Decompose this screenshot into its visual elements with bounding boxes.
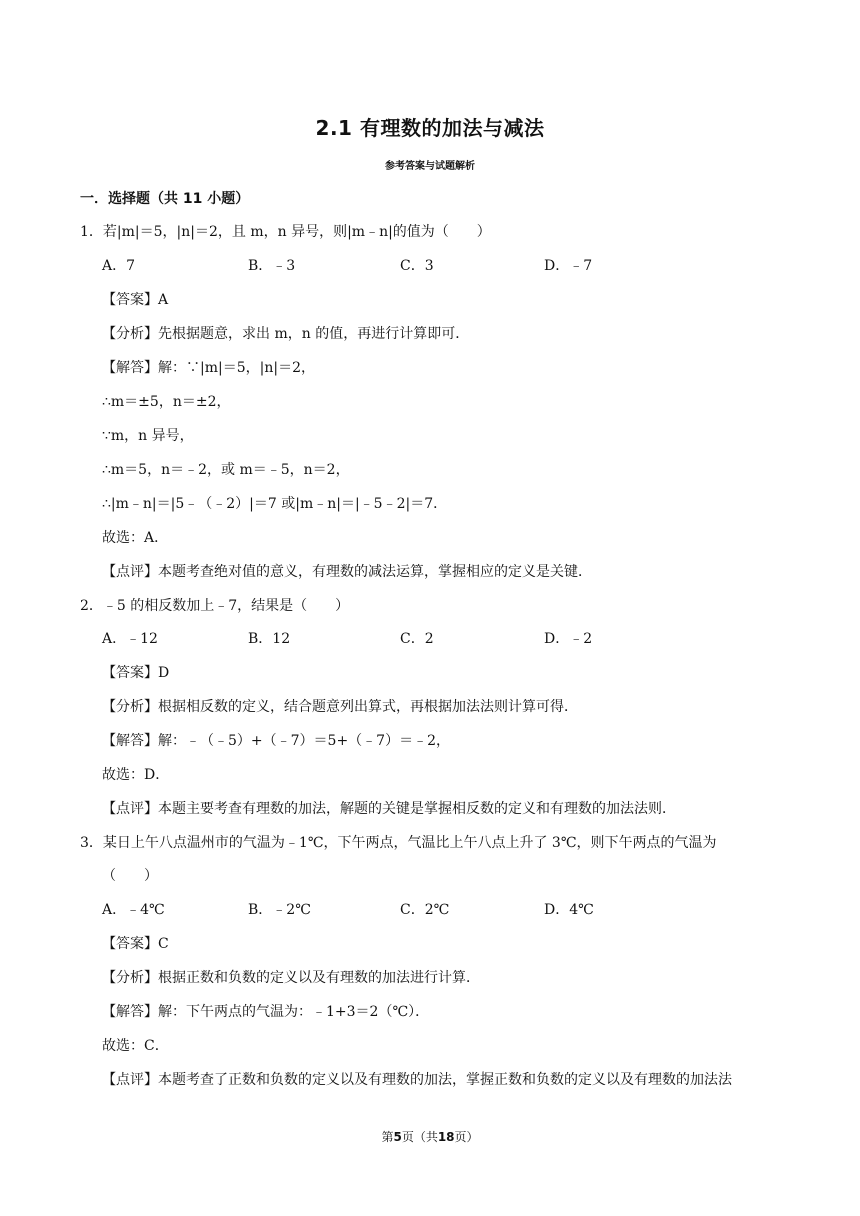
q2-solution-line: 【解答】解：﹣（﹣5）+（﹣7）＝5+（﹣7）＝﹣2， <box>102 733 450 749</box>
q2-option-b: B．12 <box>248 631 291 647</box>
q1-comment: 【点评】本题考查绝对值的意义，有理数的减法运算，掌握相应的定义是关键． <box>102 564 592 580</box>
q1-solution-line: ∴|m﹣n|＝|5﹣（﹣2）|＝7 或|m﹣n|＝|﹣5﹣2|＝7． <box>102 496 448 512</box>
q2-answer: 【答案】D <box>102 665 170 681</box>
q1-solution-line: ∵m，n 异号， <box>102 428 194 444</box>
page-subtitle: 参考答案与试题解析 <box>385 161 475 172</box>
page-title: 2.1 有理数的加法与减法 <box>315 116 545 140</box>
q2-choice: 故选：D． <box>102 767 170 783</box>
q3-option-d: D．4℃ <box>544 902 594 918</box>
question-3-stem: 3．某日上午八点温州市的气温为﹣1℃，下午两点，气温比上午八点上升了 3℃，则下午两点的气温为 <box>80 835 717 851</box>
q3-option-c: C．2℃ <box>400 902 450 918</box>
q1-analysis: 【分析】先根据题意，求出 m，n 的值，再进行计算即可． <box>102 326 470 342</box>
q3-answer: 【答案】C <box>102 936 169 952</box>
q3-solution-line: 【解答】解：下午两点的气温为：﹣1+3＝2（℃）． <box>102 1004 430 1020</box>
footer-total-pages: 18 <box>437 1130 455 1144</box>
q2-option-c: C．2 <box>400 631 434 647</box>
q1-solution-line: 【解答】解：∵|m|＝5，|n|＝2， <box>102 360 315 376</box>
q1-answer: 【答案】A <box>102 292 169 308</box>
q1-option-b: B．﹣3 <box>248 258 296 274</box>
footer-suffix: 页） <box>454 1130 479 1144</box>
q1-solution-line: ∴m＝5，n＝﹣2，或 m＝﹣5，n＝2， <box>102 462 350 478</box>
q1-choice: 故选：A． <box>102 530 169 546</box>
q1-option-c: C．3 <box>400 258 434 274</box>
page-footer <box>0 1128 860 1145</box>
q2-comment: 【点评】本题主要考查有理数的加法，解题的关键是掌握相反数的定义和有理数的加法法则． <box>102 801 676 817</box>
question-1-stem: 1．若|m|＝5，|n|＝2，且 m，n 异号，则|m﹣n|的值为（ ） <box>80 224 491 240</box>
q2-analysis: 【分析】根据相反数的定义，结合题意列出算式，再根据加法法则计算可得． <box>102 699 578 715</box>
section-heading: 一．选择题（共 11 小题） <box>80 191 250 207</box>
question-3-stem-cont: （ ） <box>102 868 158 884</box>
q3-choice: 故选：C． <box>102 1038 169 1054</box>
q3-analysis: 【分析】根据正数和负数的定义以及有理数的加法进行计算． <box>102 970 480 986</box>
footer-middle: 页（共 <box>401 1130 438 1144</box>
q2-option-d: D．﹣2 <box>544 631 593 647</box>
q2-option-a: A．﹣12 <box>102 631 158 647</box>
q3-option-b: B．﹣2℃ <box>248 902 311 918</box>
q3-comment: 【点评】本题考查了正数和负数的定义以及有理数的加法，掌握正数和负数的定义以及有理数的加法法 <box>102 1072 732 1088</box>
q1-option-a: A．7 <box>102 258 136 274</box>
question-2-stem: 2．﹣5 的相反数加上﹣7，结果是（ ） <box>80 598 350 614</box>
q1-solution-line: ∴m＝±5，n＝±2， <box>102 394 231 410</box>
footer-prefix: 第 <box>381 1130 394 1144</box>
q3-option-a: A．﹣4℃ <box>102 902 165 918</box>
footer-page-number: 5 <box>393 1130 402 1144</box>
q1-option-d: D．﹣7 <box>544 258 593 274</box>
